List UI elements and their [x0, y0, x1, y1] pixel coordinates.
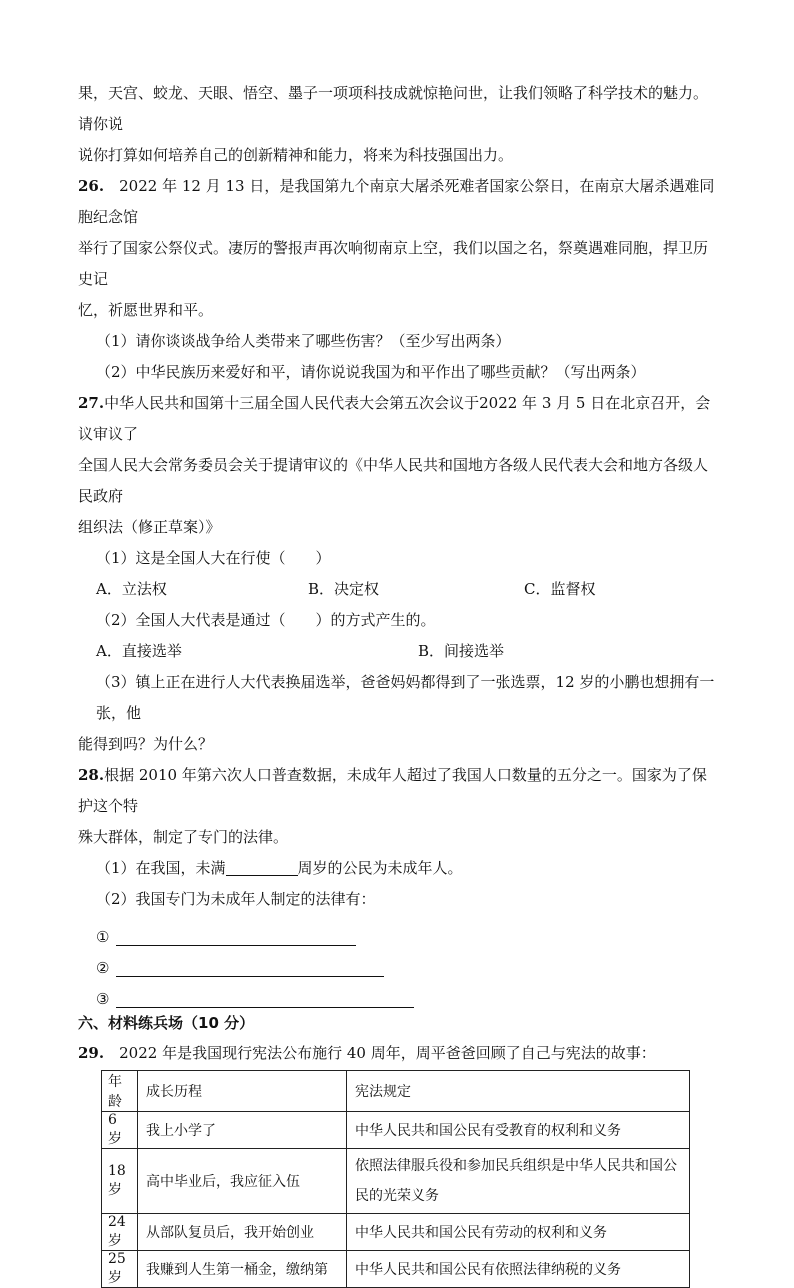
question-number: 28. [78, 766, 105, 784]
header-age: 年龄 [102, 1071, 138, 1112]
question-27-sub-3-line-1: （3）镇上正在进行人大代表换届选举，爸爸妈妈都得到了一张选票，12 岁的小鹏也想拥有一张，他 [96, 673, 715, 722]
fill-in-blank[interactable] [226, 857, 298, 876]
cell-rule: 依照法律服兵役和参加民兵组织是中华人民共和国公民的光荣义务 [347, 1149, 690, 1214]
question-27-line-2: 全国人民大会常务委员会关于提请审议的《中华人民共和国地方各级人民代表大会和地方各级人民政府 [78, 456, 709, 505]
question-26-line-2: 举行了国家公祭仪式。凄厉的警报声再次响彻南京上空，我们以国之名，祭奠遇难同胞，捍卫历史记 [78, 239, 709, 288]
table-row [102, 1149, 690, 1214]
question-28 [78, 760, 718, 822]
cell-rule: 中华人民共和国公民有劳动的权利和义务 [347, 1214, 690, 1251]
question-27-sub-3-line-2: 能得到吗？为什么？ [78, 735, 214, 753]
circled-number: ① [96, 928, 110, 946]
table-header-row [102, 1071, 690, 1112]
option-b: B．间接选举 [418, 642, 505, 660]
question-27-sub-2: （2）全国人大代表是通过（ ）的方式产生的。 [96, 611, 436, 629]
question-26-line-3: 忆，祈愿世界和平。 [78, 301, 214, 319]
circled-number: ③ [96, 990, 110, 1008]
header-rule: 宪法规定 [347, 1071, 690, 1112]
option-a: A．立法权 [96, 580, 167, 598]
cell-age: 25 岁 [102, 1251, 138, 1288]
cell-rule: 中华人民共和国公民有依照法律纳税的义务 [347, 1251, 690, 1288]
answer-blank[interactable] [116, 956, 384, 977]
question-29 [78, 1038, 718, 1069]
cell-age: 18 岁 [102, 1149, 138, 1214]
table-row [102, 1214, 690, 1251]
intro-line-2: 说你打算如何培养自己的创新精神和能力，将来为科技强国出力。 [78, 146, 514, 164]
question-number: 29. [78, 1044, 105, 1062]
answer-line-2 [78, 946, 718, 977]
question-number: 26. [78, 177, 105, 195]
constitution-table [101, 1070, 690, 1288]
cell-history: 从部队复员后，我开始创业 [138, 1214, 347, 1251]
question-27-sub-2-options [78, 636, 718, 667]
answer-line-3 [78, 977, 718, 1008]
question-26-line-1: 2022 年 12 月 13 日，是我国第九个南京大屠杀死难者国家公祭日，在南京大屠杀遇难同胞纪念馆 [78, 177, 715, 226]
question-28-sub-1: （1）在我国，未满 周岁的公民为未成年人。 [96, 859, 463, 877]
question-27 [78, 388, 718, 450]
answer-line-1 [78, 915, 718, 946]
question-27-line-1: 中华人民共和国第十三届全国人民代表大会第五次会议于2022 年 3 月 5 日在北京召开，会议审议了 [78, 394, 711, 443]
question-27-line-3: 组织法（修正草案）》 [78, 518, 221, 536]
cell-history: 我上小学了 [138, 1112, 347, 1149]
question-28-line-2: 殊大群体，制定了专门的法律。 [78, 828, 289, 846]
document-page [78, 78, 718, 1288]
option-a: A．直接选举 [96, 642, 182, 660]
question-27-sub-1-options [78, 574, 718, 605]
table-row [102, 1112, 690, 1149]
cell-age: 6 岁 [102, 1112, 138, 1149]
question-28-line-1: 根据 2010 年第六次人口普查数据，未成年人超过了我国人口数量的五分之一。国家为了保护这个特 [78, 766, 707, 815]
option-c: C．监督权 [524, 580, 596, 598]
section-heading: 六、材料练兵场（10 分） [78, 1014, 255, 1032]
answer-blank[interactable] [116, 925, 356, 946]
question-26-sub-1: （1）请你谈谈战争给人类带来了哪些伤害？（至少写出两条） [96, 332, 511, 350]
header-history: 成长历程 [138, 1071, 347, 1112]
cell-history: 我赚到人生第一桶金，缴纳第 [138, 1251, 347, 1288]
option-b: B．决定权 [308, 580, 380, 598]
question-27-sub-1: （1）这是全国人大在行使（ ） [96, 549, 331, 567]
question-29-line-1: 2022 年是我国现行宪法公布施行 40 周年，周平爸爸回顾了自己与宪法的故事： [119, 1044, 656, 1062]
answer-blank[interactable] [116, 987, 414, 1008]
question-26-sub-2: （2）中华民族历来爱好和平，请你说说我国为和平作出了哪些贡献？（写出两条） [96, 363, 646, 381]
table-row [102, 1251, 690, 1288]
intro-line-1: 果，天宫、蛟龙、天眼、悟空、墨子一项项科技成就惊艳问世，让我们领略了科学技术的魅力。请你说 [78, 84, 709, 133]
cell-history: 高中毕业后，我应征入伍 [138, 1149, 347, 1214]
cell-rule: 中华人民共和国公民有受教育的权利和义务 [347, 1112, 690, 1149]
question-number: 27. [78, 394, 105, 412]
question-26 [78, 171, 718, 233]
circled-number: ② [96, 959, 110, 977]
question-28-sub-2: （2）我国专门为未成年人制定的法律有： [96, 890, 376, 908]
cell-age: 24 岁 [102, 1214, 138, 1251]
